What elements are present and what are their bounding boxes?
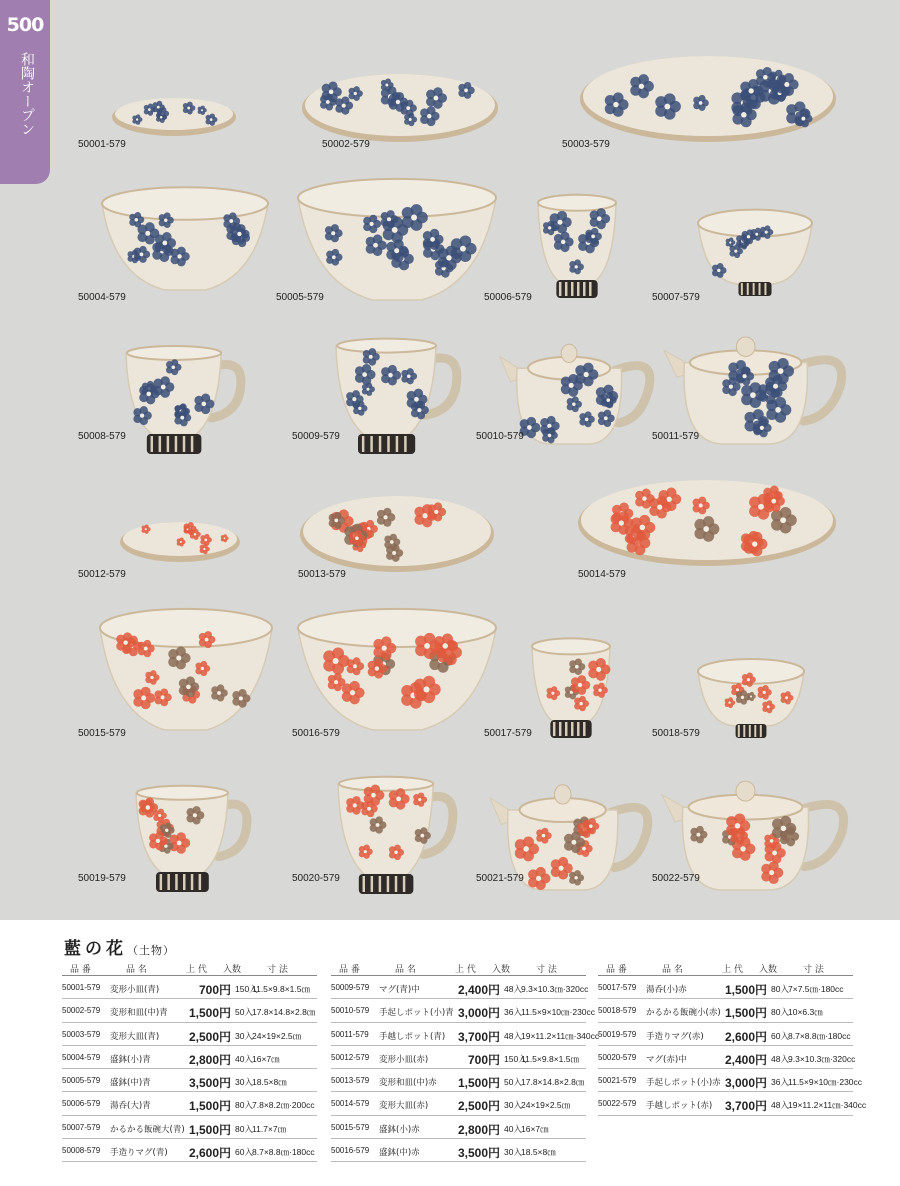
cell-code: 50004-579 (62, 1052, 101, 1062)
table-row (598, 1046, 856, 1069)
cell-size: 9.3×10.3㎝·320cc (521, 984, 589, 994)
cell-code: 50002-579 (62, 1006, 101, 1016)
cell-qty: 30入 (235, 1077, 253, 1088)
cell-name: 手造りマグ(青) (110, 1148, 168, 1159)
cell-code: 50005-579 (62, 1076, 101, 1086)
header-qty: 入数 (492, 965, 511, 975)
cell-code: 50006-579 (62, 1099, 101, 1109)
cell-qty: 48入 (504, 1030, 522, 1041)
cell-name: 変形和皿(中)青 (110, 1008, 168, 1019)
product-bowl (296, 168, 498, 304)
product-illustration (112, 92, 236, 136)
product-illustration (696, 652, 806, 740)
product-illustration (302, 68, 498, 142)
product-code-label: 50021-579 (476, 873, 524, 884)
cell-price: 2,400円 (457, 983, 500, 997)
cell-name: 手越しポット(青) (379, 1031, 446, 1042)
cell-size: 11.5×9×10㎝·230cc (788, 1077, 863, 1088)
product-illustration (132, 784, 252, 894)
product-illustration (300, 490, 494, 572)
cell-name: 変形和皿(中)赤 (379, 1078, 437, 1089)
product-illustration (580, 50, 836, 142)
cell-code: 50019-579 (598, 1029, 637, 1039)
cell-qty: 60入 (235, 1147, 253, 1158)
cell-name: 変形小皿(青) (110, 985, 160, 995)
product-code-label: 50019-579 (78, 873, 126, 884)
cell-size: 10×6.3㎝ (788, 1007, 823, 1018)
cell-name: 変形大皿(青) (110, 1031, 160, 1042)
product-code-label: 50015-579 (78, 728, 126, 739)
cell-name: 手越しポット(赤) (646, 1101, 713, 1112)
product-code-label: 50011-579 (652, 431, 700, 442)
header-price: 上 代 (455, 965, 476, 975)
cell-price: 1,500円 (457, 1076, 500, 1091)
cell-qty: 80入 (235, 1123, 253, 1134)
cell-name: 変形大皿(赤) (379, 1101, 429, 1112)
product-code-label: 50020-579 (292, 873, 340, 884)
cell-size: 24×19×2.5㎝ (252, 1030, 302, 1041)
product-illustration (662, 326, 848, 448)
product-code-label: 50010-579 (476, 431, 524, 442)
product-plate (300, 490, 494, 572)
cell-price: 1,500円 (188, 1122, 231, 1137)
cell-code: 50009-579 (331, 983, 370, 992)
cell-size: 8.7×8.8㎝·180cc (788, 1030, 851, 1041)
cell-price: 3,000円 (457, 1006, 500, 1021)
cell-code: 50007-579 (62, 1122, 101, 1132)
table-row (62, 1069, 317, 1092)
product-smallbowl (696, 652, 806, 740)
product-code-label: 50008-579 (78, 431, 126, 442)
cell-qty: 50入 (235, 1007, 253, 1018)
cell-code: 50011-579 (331, 1029, 369, 1039)
table-row (331, 1116, 586, 1139)
cell-size: 16×7㎝ (252, 1053, 280, 1064)
cell-qty: 80入 (235, 1100, 253, 1111)
series-title (64, 934, 175, 959)
cell-code: 50010-579 (331, 1006, 370, 1016)
header-qty: 入数 (759, 965, 778, 975)
table-row (331, 1092, 586, 1115)
cell-code: 50017-579 (598, 983, 637, 992)
table-row (331, 1023, 600, 1046)
cell-name: かるかる飯碗大(青) (110, 1124, 185, 1135)
cell-price: 1,500円 (188, 1099, 231, 1114)
product-illustration (534, 192, 620, 300)
price-table-1 (62, 960, 317, 1162)
header-size: 寸 法 (803, 965, 824, 975)
cell-qty: 30入 (235, 1030, 253, 1041)
table-row (331, 976, 589, 999)
product-illustration (332, 336, 462, 456)
product-illustration (100, 178, 270, 294)
cell-size: 7×7.5㎝·180cc (788, 984, 844, 994)
cell-price: 3,500円 (188, 1076, 231, 1091)
table-row (598, 1023, 853, 1046)
header-price: 上 代 (722, 965, 743, 975)
cell-size: 18.5×8㎝ (521, 1147, 556, 1158)
cell-size: 16×7㎝ (521, 1123, 549, 1134)
page-number: 500 (6, 14, 44, 36)
product-illustration (578, 474, 836, 566)
table-row (598, 1069, 863, 1092)
cell-price: 3,700円 (724, 1099, 767, 1114)
cell-size: 7.8×8.2㎝·200cc (252, 1100, 315, 1111)
product-code-label: 50016-579 (292, 728, 340, 739)
product-code-label: 50004-579 (78, 292, 126, 303)
product-mug (334, 774, 458, 896)
table-row (598, 1092, 867, 1115)
cell-qty: 48入 (771, 1053, 789, 1064)
cell-size: 11.7×7㎝ (252, 1123, 287, 1134)
cell-size: 17.8×14.8×2.8㎝ (252, 1007, 316, 1018)
cell-qty: 80入 (771, 1007, 789, 1018)
cell-price: 700円 (467, 1052, 500, 1067)
cell-size: 8.7×8.8㎝·180cc (252, 1147, 315, 1158)
product-code-label: 50022-579 (652, 873, 700, 884)
cell-qty: 36入 (504, 1007, 522, 1018)
cell-code: 50012-579 (331, 1052, 370, 1062)
cell-name: 湯呑(大)青 (110, 1101, 151, 1112)
product-illustration (696, 202, 814, 298)
table-header (331, 960, 586, 976)
product-code-label: 50005-579 (276, 292, 324, 303)
product-plate (120, 516, 240, 562)
cell-code: 50008-579 (62, 1146, 101, 1156)
product-code-label: 50014-579 (578, 569, 626, 580)
table-row (62, 1092, 317, 1115)
cell-qty: 150入 (504, 1053, 527, 1064)
cell-name: 手起しポット(小)赤 (646, 1078, 721, 1089)
product-cup (534, 192, 620, 300)
product-code-label: 50002-579 (322, 139, 370, 150)
cell-price: 2,600円 (188, 1146, 231, 1161)
product-code-label: 50006-579 (484, 292, 532, 303)
table-row (62, 1139, 317, 1162)
cell-price: 2,800円 (188, 1052, 231, 1067)
product-mug (332, 336, 462, 456)
cell-qty: 48入 (504, 984, 522, 994)
table-row (331, 999, 596, 1022)
product-plate (578, 474, 836, 566)
cell-name: 盛鉢(中)青 (110, 1078, 151, 1089)
cell-name: 湯呑(小)赤 (646, 985, 687, 995)
cell-code: 50016-579 (331, 1146, 370, 1156)
product-code-label: 50009-579 (292, 431, 340, 442)
product-code-label: 50001-579 (78, 139, 126, 150)
cell-price: 1,500円 (188, 1006, 231, 1021)
cell-qty: 30入 (504, 1147, 522, 1158)
cell-qty: 150入 (235, 984, 258, 994)
header-code: 品 番 (339, 965, 360, 975)
cell-name: かるかる飯碗小(赤) (646, 1008, 721, 1019)
cell-price: 700円 (198, 983, 231, 997)
product-illustration (528, 636, 614, 740)
cell-size: 11.5×9.8×1.5㎝ (252, 984, 310, 994)
product-code-label: 50017-579 (484, 728, 532, 739)
table-row (331, 1069, 586, 1092)
cell-size: 17.8×14.8×2.8㎝ (521, 1077, 585, 1088)
table-row (598, 976, 853, 999)
table-header (598, 960, 853, 976)
cell-name: マグ(青)中 (379, 985, 420, 995)
product-code-label: 50013-579 (298, 569, 346, 580)
header-price: 上 代 (186, 965, 207, 975)
cell-price: 2,600円 (724, 1029, 767, 1044)
cell-qty: 36入 (771, 1077, 789, 1088)
header-code: 品 番 (606, 965, 627, 975)
product-cup (528, 636, 614, 740)
cell-price: 3,000円 (724, 1076, 767, 1091)
table-row (331, 1139, 586, 1162)
cell-name: 手造りマグ(赤) (646, 1031, 704, 1042)
product-code-label: 50018-579 (652, 728, 700, 739)
cell-code: 50020-579 (598, 1052, 637, 1062)
side-tab (0, 0, 50, 184)
cell-qty: 40入 (504, 1123, 522, 1134)
product-smallbowl (696, 202, 814, 298)
product-mug (132, 784, 252, 894)
header-name: 品 名 (395, 965, 416, 975)
product-teapot2 (662, 326, 848, 448)
product-bowl (98, 598, 274, 734)
cell-code: 50015-579 (331, 1122, 370, 1132)
cell-name: 盛鉢(小)青 (110, 1054, 151, 1065)
cell-price: 2,400円 (724, 1052, 767, 1067)
product-plate (580, 50, 836, 142)
cell-qty: 50入 (504, 1077, 522, 1088)
cell-code: 50021-579 (598, 1076, 637, 1086)
product-illustration (334, 774, 458, 896)
cell-qty: 30入 (504, 1100, 522, 1111)
cell-price: 2,800円 (457, 1122, 500, 1137)
cell-price: 2,500円 (188, 1029, 231, 1044)
header-size: 寸 法 (267, 965, 288, 975)
table-row (62, 976, 317, 999)
table-row (62, 999, 317, 1022)
table-row (62, 1023, 317, 1046)
header-name: 品 名 (662, 965, 683, 975)
cell-name: マグ(赤)中 (646, 1054, 687, 1065)
cell-qty: 40入 (235, 1053, 253, 1064)
cell-size: 11.5×9×10㎝·230cc (521, 1007, 596, 1018)
table-row (62, 1046, 317, 1069)
product-code-label: 50012-579 (78, 569, 126, 580)
product-illustration (120, 516, 240, 562)
cell-size: 19×11.2×11㎝·340cc (521, 1030, 600, 1041)
header-code: 品 番 (70, 965, 91, 975)
cell-size: 18.5×8㎝ (252, 1077, 287, 1088)
cell-code: 50003-579 (62, 1029, 101, 1039)
cell-price: 2,500円 (457, 1099, 500, 1114)
cell-name: 盛鉢(小)赤 (379, 1124, 420, 1135)
cell-code: 50018-579 (598, 1006, 637, 1016)
cell-code: 50014-579 (331, 1099, 370, 1109)
header-size: 寸 法 (536, 965, 557, 975)
cell-name: 手起しポット(小)青 (379, 1008, 454, 1019)
cell-name: 盛鉢(中)赤 (379, 1148, 420, 1159)
price-table-2 (331, 960, 600, 1162)
cell-price: 3,500円 (457, 1146, 500, 1161)
header-name: 品 名 (126, 965, 147, 975)
cell-code: 50013-579 (331, 1076, 370, 1086)
series-subtitle: （土物） (127, 944, 175, 957)
product-mug (122, 344, 246, 456)
cell-price: 1,500円 (724, 1006, 767, 1021)
category-label: 和陶オープン (19, 52, 35, 136)
cell-qty: 48入 (771, 1100, 789, 1111)
cell-qty: 60入 (771, 1030, 789, 1041)
cell-name: 変形小皿(赤) (379, 1054, 429, 1065)
cell-size: 11.5×9.8×1.5㎝ (521, 1053, 579, 1064)
series-name: 藍の花 (64, 939, 127, 959)
cell-size: 24×19×2.5㎝ (521, 1100, 571, 1111)
product-illustration (296, 168, 498, 304)
cell-price: 3,700円 (457, 1029, 500, 1044)
product-bowl (100, 178, 270, 294)
table-row (598, 999, 853, 1022)
cell-code: 50022-579 (598, 1099, 637, 1109)
table-row (62, 1116, 317, 1139)
price-table-3 (598, 960, 867, 1116)
product-bowl (296, 598, 498, 734)
product-illustration (122, 344, 246, 456)
table-header (62, 960, 317, 976)
cell-size: 9.3×10.3㎝·320cc (788, 1053, 856, 1064)
header-qty: 入数 (223, 965, 242, 975)
cell-code: 50001-579 (62, 983, 101, 992)
cell-price: 1,500円 (724, 983, 767, 997)
cell-size: 19×11.2×11㎝·340cc (788, 1100, 867, 1111)
table-row (331, 1046, 586, 1069)
product-illustration (98, 598, 274, 734)
product-illustration (296, 598, 498, 734)
product-plate (112, 92, 236, 136)
cell-qty: 80入 (771, 984, 789, 994)
product-code-label: 50007-579 (652, 292, 700, 303)
product-plate (302, 68, 498, 142)
product-code-label: 50003-579 (562, 139, 610, 150)
